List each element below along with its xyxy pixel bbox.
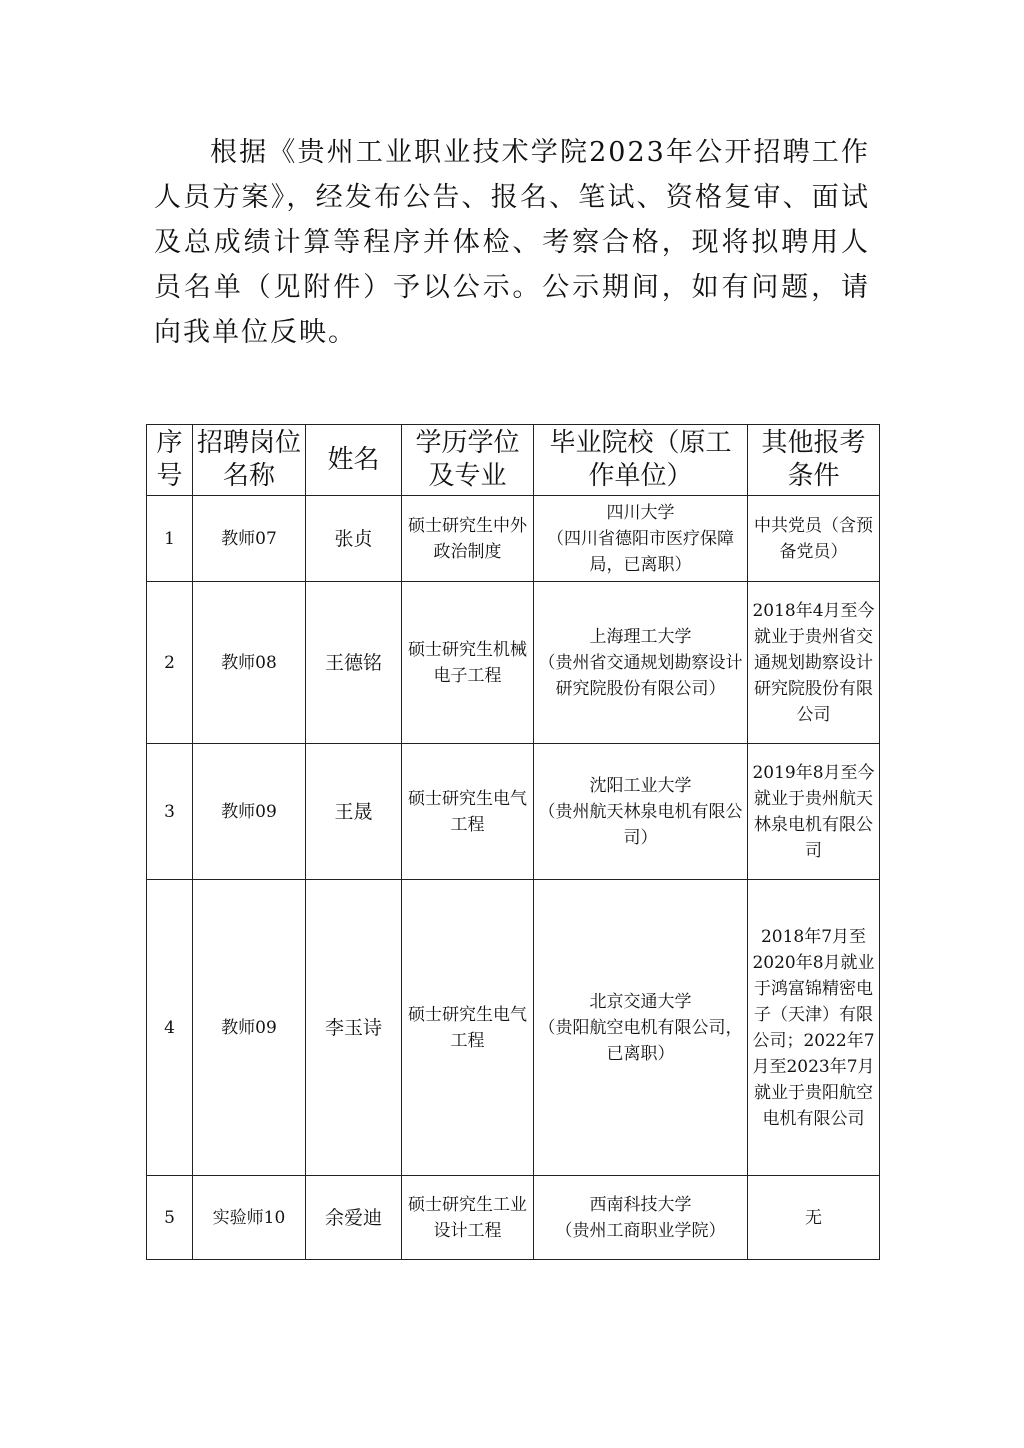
table-row <box>147 582 880 744</box>
table-row <box>147 1176 880 1260</box>
row-seq: 1 <box>147 496 193 582</box>
row-name: 余爱迪 <box>306 1176 402 1260</box>
row-school: 沈阳工业大学 <box>589 775 692 796</box>
table-header-row <box>147 425 880 496</box>
row-school-cell <box>534 1176 748 1260</box>
row-education: 硕士研究生机械电子工程 <box>402 582 534 744</box>
row-position: 教师09 <box>193 744 306 880</box>
row-school: 上海理工大学 <box>589 626 692 647</box>
header-education: 学历学位及专业 <box>402 425 534 496</box>
row-position: 教师08 <box>193 582 306 744</box>
row-conditions: 无 <box>748 1176 880 1260</box>
row-school-cell <box>534 880 748 1176</box>
row-conditions: 2019年8月至今就业于贵州航天林泉电机有限公司 <box>748 744 880 880</box>
row-education: 硕士研究生电气工程 <box>402 880 534 1176</box>
header-conditions: 其他报考条件 <box>748 425 880 496</box>
row-school-cell <box>534 744 748 880</box>
row-position: 教师09 <box>193 880 306 1176</box>
row-former-unit: （贵州工商职业学院） <box>555 1220 726 1241</box>
row-former-unit: （贵阳航空电机有限公司，已离职） <box>538 1017 743 1064</box>
row-seq: 2 <box>147 582 193 744</box>
row-school: 北京交通大学 <box>589 991 692 1012</box>
row-school-cell <box>534 582 748 744</box>
table-row <box>147 496 880 582</box>
row-seq: 4 <box>147 880 193 1176</box>
row-school: 四川大学 <box>606 502 675 523</box>
header-position: 招聘岗位名称 <box>193 425 306 496</box>
row-conditions: 2018年7月至2020年8月就业于鸿富锦精密电子（天津）有限公司；2022年7月至2023年7月就业于贵阳航空电机有限公司 <box>748 880 880 1176</box>
row-seq: 3 <box>147 744 193 880</box>
row-seq: 5 <box>147 1176 193 1260</box>
header-school: 毕业院校（原工作单位） <box>534 425 748 496</box>
row-name: 李玉诗 <box>306 880 402 1176</box>
row-conditions: 2018年4月至今就业于贵州省交通规划勘察设计研究院股份有限公司 <box>748 582 880 744</box>
row-position: 实验师10 <box>193 1176 306 1260</box>
row-school: 西南科技大学 <box>589 1194 692 1215</box>
header-seq: 序号 <box>147 425 193 496</box>
table-row <box>147 744 880 880</box>
row-position: 教师07 <box>193 496 306 582</box>
row-former-unit: （四川省德阳市医疗保障局，已离职） <box>547 528 734 575</box>
row-former-unit: （贵州省交通规划勘察设计研究院股份有限公司） <box>538 652 743 699</box>
row-name: 张贞 <box>306 496 402 582</box>
row-education: 硕士研究生电气工程 <box>402 744 534 880</box>
row-education: 硕士研究生工业设计工程 <box>402 1176 534 1260</box>
candidate-table <box>146 424 880 1260</box>
row-former-unit: （贵州航天林泉电机有限公司） <box>538 801 743 848</box>
row-school-cell <box>534 496 748 582</box>
table-row <box>147 880 880 1176</box>
row-conditions: 中共党员（含预备党员） <box>748 496 880 582</box>
header-name: 姓名 <box>306 425 402 496</box>
row-education: 硕士研究生中外政治制度 <box>402 496 534 582</box>
row-name: 王晟 <box>306 744 402 880</box>
intro-paragraph: 根据《贵州工业职业技术学院2023年公开招聘工作人员方案》，经发布公告、报名、笔试、资格复审、面试及总成绩计算等程序并体检、考察合格，现将拟聘用人员名单（见附件）予以公示。公示期间，如有问题，请向我单位反映。 <box>154 137 870 348</box>
row-name: 王德铭 <box>306 582 402 744</box>
